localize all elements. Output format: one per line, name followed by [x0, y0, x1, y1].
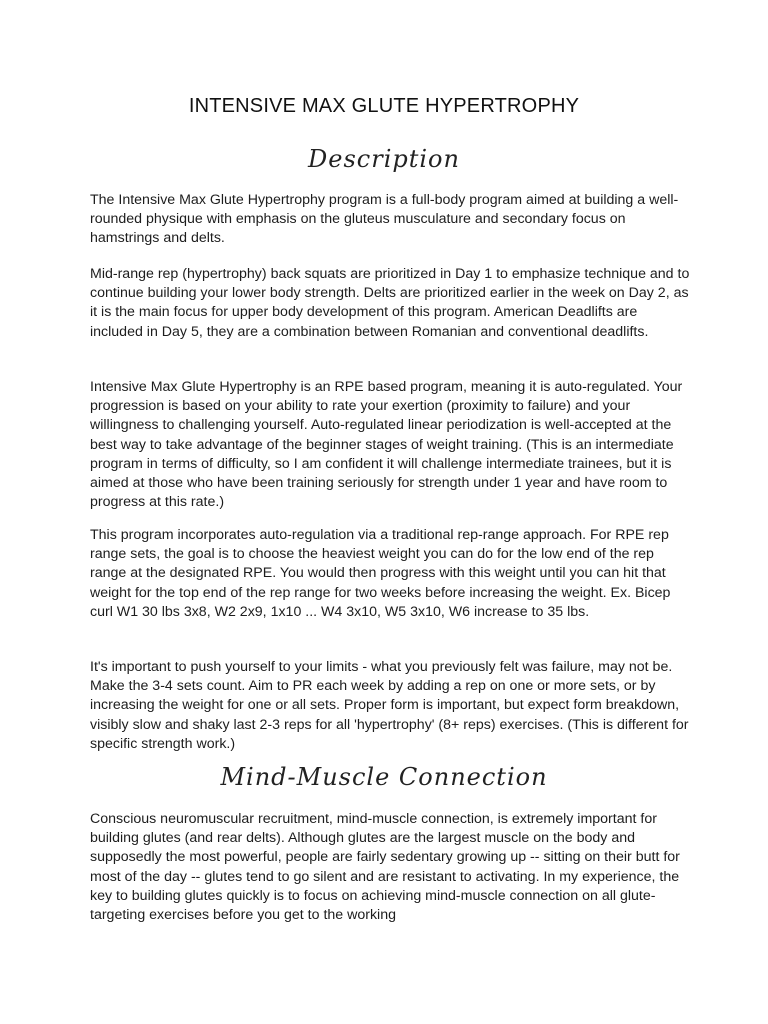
document-title: INTENSIVE MAX GLUTE HYPERTROPHY [188, 95, 580, 117]
description-paragraph-1: The Intensive Max Glute Hypertrophy program is a full-body program aimed at building a well-rounded physique with emphasis on the gluteus musculature and secondary focus on hamstrings and delts. [90, 192, 679, 247]
description-paragraph-5: It's important to push yourself to your limits - what you previously felt was failure, may not be. Make the 3-4 sets count. Aim to PR each week by adding a rep on one or more sets, or by increasing the weight for one or all sets. Proper form is important, but expect form breakdown, visibly slow and shaky last 2-3 reps for all 'hypertrophy' (8+ reps) exercises. (This is different for specific strength work.) [90, 659, 689, 752]
section-heading-mind-muscle-connection: Mind-Muscle Connection [220, 763, 548, 791]
description-paragraph-2: Mid-range rep (hypertrophy) back squats are prioritized in Day 1 to emphasize technique and to continue building your lower body strength. Delts are prioritized earlier in the week on Day 2, as it is the main focus for upper body development of this program. American Deadlifts are included in Day 5, they are a combination between Romanian and conventional deadlifts. [90, 266, 690, 340]
description-paragraph-3: Intensive Max Glute Hypertrophy is an RPE based program, meaning it is auto-regulated. Your progression is based on your ability to rate your exertion (proximity to failure) and your willingness to challenging yourself. Auto-regulated linear periodization is well-accepted at the best way to take advantage of the beginner stages of weight training. (This is an intermediate program in terms of difficulty, so I am confident it will challenge intermediate trainees, but it is aimed at those who have been training seriously for strength under 1 year and have room to progress at this rate.) [90, 379, 683, 511]
mind-muscle-paragraph-1: Conscious neuromuscular recruitment, mind-muscle connection, is extremely important for building glutes (and rear delts). Although glutes are the largest muscle on the body and supposedly the most powerful, people are fairly sedentary growing up -- sitting on their butt for most of the day -- glutes tend to go silent and are resistant to activating. In my experience, the key to building glutes quickly is to focus on achieving mind-muscle connection on all glute-targeting exercises before you get to the working [90, 811, 680, 924]
description-paragraph-4: This program incorporates auto-regulation via a traditional rep-range approach. For RPE rep range sets, the goal is to choose the heaviest weight you can do for the low end of the rep range at the designated RPE. You would then progress with this weight until you can hit that weight for the top end of the rep range for two weeks before increasing the weight. Ex. Bicep curl W1 30 lbs 3x8, W2 2x9, 1x10 ... W4 3x10, W5 3x10, W6 increase to 35 lbs. [90, 527, 671, 620]
section-heading-description: Description [308, 145, 460, 173]
